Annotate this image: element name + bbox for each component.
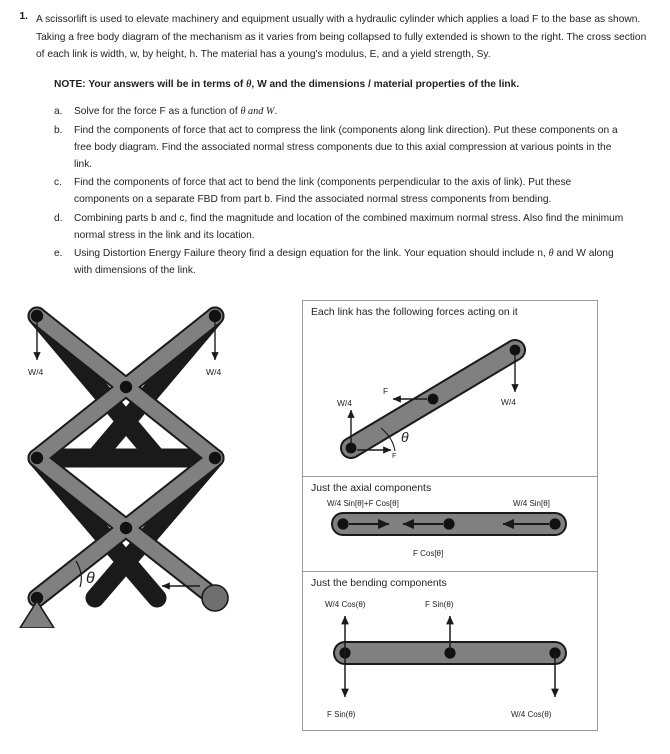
problem-subitems (54, 103, 648, 279)
figures-area (0, 298, 670, 754)
panel-axial-title: Just the axial components (311, 483, 432, 494)
scissorlift-links (37, 316, 215, 598)
note-suffix: , W and the dimensions / material properties of the link. (251, 78, 520, 90)
panel-each-link-figure (303, 320, 597, 472)
subitem-a-italic: θ and W (240, 106, 275, 118)
subitem-e-before: Using Distortion Energy Failure theory find a design equation for the link. Your equation should include n, (74, 248, 549, 259)
subitem-c-marker: c. (54, 177, 62, 189)
subitem-b-text: Find the components of force that act to compress the link (components along link direction). Put these components on a free body diagram. Find the associated normal stress components due to this axial compression at various points in the link. (74, 124, 618, 170)
panel-bending (303, 572, 597, 730)
panel3-label-top-center: F Sin(θ) (425, 600, 454, 609)
panel-axial (303, 477, 597, 572)
label-w4-right: W/4 (206, 367, 222, 377)
note-theta-symbol: θ (246, 78, 252, 90)
problem-paragraph: A scissorlift is used to elevate machinery and equipment usually with a hydraulic cylinder which applies a load F to the base as shown. Taking a free body diagram of the mechanism as it varies from being collapsed to fully extended is shown to the right. The cross section of each link is width, w, by height, h. The material has a young's modulus, E, and a yield strength, Sy. (36, 14, 647, 61)
panel2-label-left: W/4 Sin[θ]+F Cos[θ] (327, 499, 399, 508)
panel1-label-w4-right: W/4 (501, 397, 516, 407)
panel-each-link-title: Each link has the following forces acting on it (311, 307, 518, 318)
panel1-label-f-bottom: F (392, 453, 397, 460)
subitem-c (54, 174, 648, 208)
problem-main-row (0, 0, 670, 280)
panel1-label-theta: θ (401, 429, 409, 445)
panel-bending-title: Just the bending components (311, 578, 447, 589)
subitem-a-marker: a. (54, 106, 63, 118)
panel1-label-f-top: F (383, 386, 389, 396)
panel-each-link (303, 301, 597, 477)
panel1-label-w4-left: W/4 (337, 398, 352, 408)
subitem-c-text: Find the components of force that act to bend the link (components perpendicular to the axis of link). Put these components on a separate FBD from part b. Find the associated normal stress components from bending. (74, 177, 572, 206)
panel3-label-bottom-left: F Sin(θ) (327, 710, 356, 719)
panel3-label-bottom-right: W/4 Cos(θ) (511, 710, 552, 719)
subitem-d (54, 210, 648, 244)
subitem-e-italic: θ (548, 248, 554, 259)
problem-note (54, 76, 648, 94)
subitem-e-text (74, 245, 648, 279)
pin-support (20, 601, 54, 628)
label-w4-left: W/4 (28, 367, 44, 377)
note-prefix: NOTE: Your answers will be in terms of (54, 78, 247, 90)
subitem-e (54, 245, 648, 279)
label-theta: θ (86, 570, 95, 587)
subitem-a-after: . (274, 106, 278, 118)
problem-body (36, 0, 670, 280)
scissorlift-diagram (10, 298, 290, 628)
roller-support (202, 585, 228, 611)
subitem-e-after: and W along with dimensions of the link. (74, 248, 614, 277)
subitem-d-marker: d. (54, 212, 63, 224)
subitem-b-marker: b. (54, 124, 63, 136)
subitem-e-marker: e. (54, 248, 63, 259)
panel2-label-right: W/4 Sin[θ] (513, 499, 550, 508)
label-force-F: F (148, 581, 154, 591)
panel-axial-figure (303, 496, 597, 568)
problem-statement (0, 0, 670, 280)
problem-number: 1. (19, 11, 28, 22)
subitem-a (54, 103, 648, 120)
fbd-panels (302, 300, 598, 731)
panel3-label-top-left: W/4 Cos(θ) (325, 600, 366, 609)
subitem-b (54, 122, 648, 174)
panel-bending-figure (303, 591, 597, 727)
subitem-d-text: Combining parts b and c, find the magnitude and location of the combined maximum normal stress. Also find the minimum normal stress in the link and its location. (74, 212, 624, 241)
subitem-a-text (74, 103, 648, 120)
panel2-label-center: F Cos[θ] (413, 549, 444, 558)
subitem-a-before: Solve for the force F as a function of (74, 106, 241, 118)
